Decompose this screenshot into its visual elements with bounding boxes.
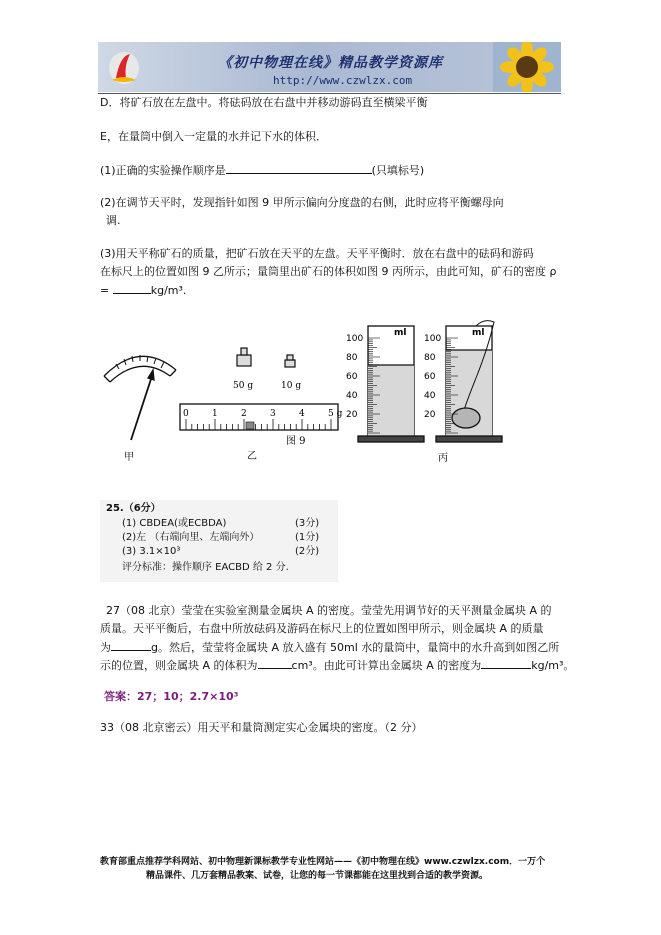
cylinder-tick-label: 60: [424, 372, 436, 382]
answer-blank: [111, 639, 151, 651]
weight-50-label: 50 g: [233, 381, 254, 391]
answer-25-row3-score: (2分): [295, 546, 320, 557]
answer-25-note: 评分标准：操作顺序 EACBD 给 2 分.: [122, 562, 289, 573]
footer-line2: 精品课件、几万套精品教案、试卷，让您的每一节课都能在这里找到合适的教学资源。: [146, 871, 489, 881]
option-d: D．将矿石放在左盘中。将砝码放在右盘中并移动游码直至横梁平衡: [100, 96, 428, 109]
ruler-tick-label: 5 g: [328, 409, 343, 419]
figure-9: [96, 318, 536, 468]
answer-25-row2: (2)左 （右端向里、左端向外）: [122, 532, 260, 543]
answer-blank: [226, 162, 372, 174]
cylinder-right-unit: ml: [472, 328, 485, 338]
weights-diagram: [237, 348, 295, 367]
cylinder-left-unit: ml: [394, 328, 407, 338]
answer-25-title: 25.（6分）: [106, 503, 161, 514]
answer-25-row1-score: (3分): [295, 518, 320, 529]
question-3-unit: kg/m³.: [150, 284, 187, 297]
cylinder-tick-label: 80: [346, 353, 358, 363]
question-27-l4c: kg/m³。: [531, 659, 575, 672]
label-bing: 丙: [438, 453, 448, 464]
cylinder-tick-label: 20: [346, 410, 358, 420]
question-27-line2: 质量。天平平衡后，右盘中所放砝码及游码在标尺上的位置如图甲所示，则金属块 A 的质量: [100, 622, 544, 635]
cylinder-tick-label: 100: [424, 334, 442, 344]
ruler-tick-label: 1: [212, 409, 218, 419]
cylinder-right: [436, 321, 502, 442]
question-3-line1: (3)用天平称矿石的质量，把矿石放在天平的左盘。天平平衡时．放在右盘中的砝码和游码: [100, 247, 534, 260]
question-27-line1: 27（08 北京）莹莹在实验室测量金属块 A 的密度。莹莹先用调节好的天平测量金属块 A 的: [106, 604, 552, 617]
answer-25-row1: (1) CBDEA(或ECBDA): [122, 518, 227, 529]
ruler-tick-label: 2: [241, 409, 247, 419]
cylinder-left: [358, 326, 424, 442]
ruler-tick-label: 4: [299, 409, 305, 419]
question-27-l4b: cm³。由此可计算出金属块 A 的密度为: [291, 659, 482, 672]
question-2-line1: (2)在调节天平时，发现指针如图 9 甲所示偏向分度盘的右侧，此时应将平衡螺母向: [100, 196, 504, 209]
option-e: E，在量筒中倒入一定量的水并记下水的体积．: [100, 130, 327, 143]
label-jia: 甲: [124, 452, 134, 463]
figure-caption: 图 9: [286, 436, 306, 447]
question-1: [100, 162, 424, 179]
cylinder-tick-label: 20: [424, 410, 436, 420]
header-banner: [98, 42, 561, 92]
cylinder-tick-label: 80: [424, 353, 436, 363]
banner-title: 《初中物理在线》精品教学资源库: [218, 55, 443, 71]
ruler-tick-label: 0: [183, 409, 189, 419]
ruler-tick-label: 3: [270, 409, 276, 419]
weight-10-label: 10 g: [281, 381, 302, 391]
banner-url: http://www.czwlzx.com: [273, 74, 413, 87]
rider-slider: [246, 422, 254, 429]
answer-25-row2-score: (1分): [295, 532, 320, 543]
site-logo-icon: [106, 48, 142, 86]
sunflower-icon: [493, 42, 561, 92]
answer-blank: [113, 282, 151, 294]
label-yi: 乙: [247, 451, 257, 462]
question-3-line3: [100, 282, 186, 299]
answer-25-row3: (3) 3.1×10³: [122, 546, 181, 557]
cylinder-tick-label: 60: [346, 372, 358, 382]
answer-blank: [258, 657, 292, 669]
cylinder-tick-label: 40: [346, 391, 358, 401]
question-27-l3a: 为: [100, 641, 111, 654]
ruler-diagram: [180, 404, 338, 430]
cylinder-tick-label: 100: [346, 334, 364, 344]
question-27-line3: [100, 639, 559, 656]
question-27-l3b: g。然后，莹莹将金属块 A 放入盛有 50ml 水的量筒中，量筒中的水升高到如图乙所: [151, 641, 560, 654]
cylinder-tick-label: 40: [424, 391, 436, 401]
question-27-l4a: 示的位置，则金属块 A 的体积为: [100, 659, 258, 672]
answer-25-box: [100, 500, 338, 582]
header-rule: [98, 93, 561, 94]
footer-line1: 教育部重点推荐学科网站、初中物理新课标教学专业性网站——《初中物理在线》www.czwlzx.com．一万个: [100, 857, 546, 867]
answer-27: 答案：27；10；2.7×10³: [104, 690, 239, 703]
question-2-line2: 调.: [106, 214, 121, 227]
balance-dial-diagram: [104, 355, 176, 440]
question-33: 33（08 北京密云）用天平和量筒测定实心金属块的密度。（2 分）: [100, 721, 423, 734]
question-1-suffix: (只填标号): [371, 164, 425, 177]
question-3-line2: 在标尺上的位置如图 9 乙所示；量筒里出矿石的体积如图 9 丙所示，由此可知，矿石的密度 ρ: [100, 265, 557, 278]
question-3-eq: =: [100, 284, 110, 297]
question-27-line4: [100, 657, 574, 674]
question-1-text: (1)正确的实验操作顺序是: [100, 164, 226, 177]
answer-blank: [481, 657, 531, 669]
